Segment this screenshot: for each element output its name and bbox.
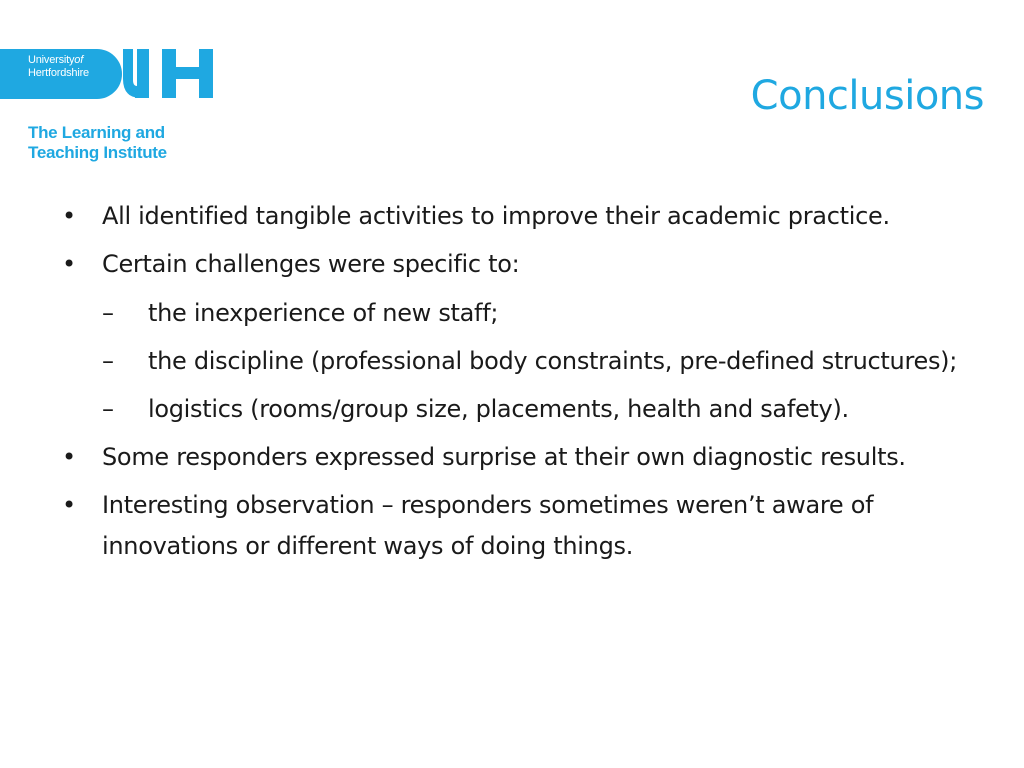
bullet-text: All identified tangible activities to improve their academic practice. [102, 202, 890, 230]
sub-bullet-text: the inexperience of new staff; [148, 299, 499, 327]
bullet-text: Interesting observation – responders sometimes weren’t aware of innovations or different ways of doing things. [102, 491, 874, 560]
logo-institute-line-1: The Learning and [28, 123, 165, 142]
bullet-marker: • [62, 443, 76, 471]
sub-bullet-item [102, 293, 998, 334]
sub-bullet-marker: – [102, 395, 114, 423]
sub-bullet-text: the discipline (professional body constraints, pre-defined structures); [148, 347, 958, 375]
slide-content [58, 196, 998, 574]
bullet-text: Certain challenges were specific to: [102, 250, 520, 278]
logo-institute-name [28, 123, 167, 163]
bullet-marker: • [62, 202, 76, 230]
logo-university-word: University [28, 54, 75, 66]
sub-bullet-marker: – [102, 347, 114, 375]
bullet-item [58, 485, 998, 567]
logo-institute-line-2: Teaching Institute [28, 143, 167, 162]
bullet-text: Some responders expressed surprise at their own diagnostic results. [102, 443, 906, 471]
sub-bullet-item [102, 341, 998, 382]
bullet-marker: • [62, 491, 76, 519]
bullet-marker: • [62, 250, 76, 278]
bullet-item [58, 244, 998, 430]
sub-bullet-list [102, 293, 998, 430]
sub-bullet-text: logistics (rooms/group size, placements, health and safety). [148, 395, 849, 423]
bullet-list [58, 196, 998, 567]
university-logo [0, 40, 230, 170]
logo-hertfordshire-word: Hertfordshire [28, 67, 89, 79]
slide-title: Conclusions [750, 73, 984, 119]
bullet-item [58, 196, 998, 237]
uh-monogram-icon [0, 40, 230, 110]
sub-bullet-marker: – [102, 299, 114, 327]
logo-of-word: of [74, 54, 84, 66]
sub-bullet-item [102, 389, 998, 430]
bullet-item [58, 437, 998, 478]
